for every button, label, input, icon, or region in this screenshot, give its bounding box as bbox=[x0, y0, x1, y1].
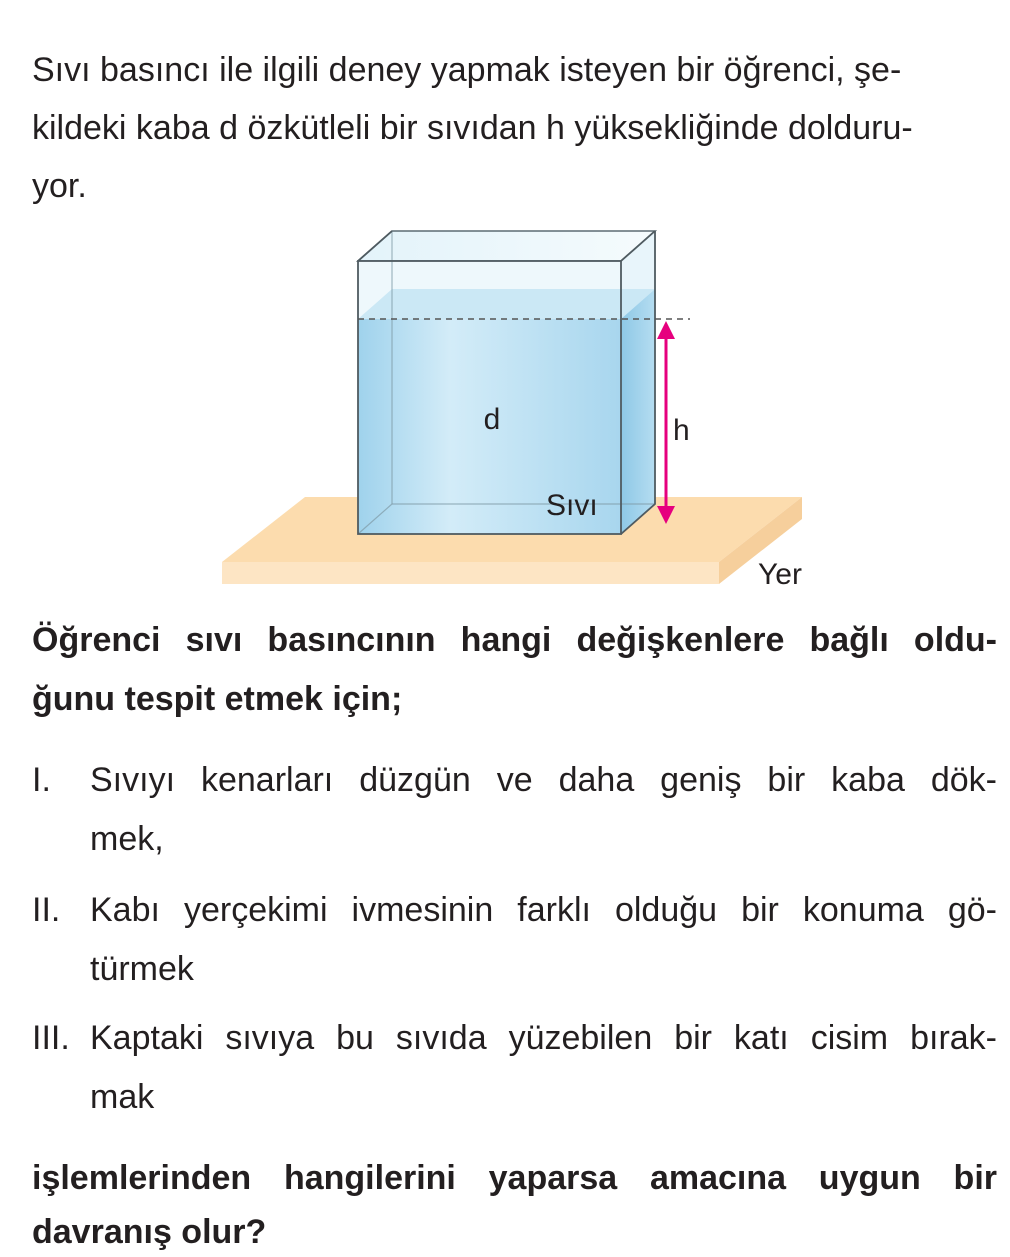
ground-label: Yer bbox=[758, 558, 802, 591]
option-numeral-3: III. bbox=[32, 1019, 70, 1057]
option-3-line-1: Kaptaki sıvıya bu sıvıda yüzebilen bir katı cisim bırak- bbox=[90, 1019, 997, 1057]
intro-line-2: kildeki kaba d özkütleli bir sıvıdan h yüksekliğinde dolduru- bbox=[32, 109, 913, 147]
question-line-2: ğunu tespit etmek için; bbox=[32, 680, 403, 718]
option-numeral-1: I. bbox=[32, 761, 51, 799]
liquid-label: Sıvı bbox=[546, 489, 598, 522]
closing-line-1: işlemlerinden hangilerini yaparsa amacına uygun bir bbox=[32, 1159, 997, 1197]
closing-line-2: davranış olur? bbox=[32, 1213, 267, 1251]
option-3-line-2: mak bbox=[90, 1078, 155, 1116]
option-1-line-1: Sıvıyı kenarları düzgün ve daha geniş bir kaba dök- bbox=[90, 761, 997, 799]
container-figure bbox=[0, 215, 1010, 595]
option-2-line-1: Kabı yerçekimi ivmesinin farklı olduğu bir konuma gö- bbox=[90, 891, 997, 929]
option-1-line-2: mek, bbox=[90, 820, 164, 858]
intro-line-1: Sıvı basıncı ile ilgili deney yapmak isteyen bir öğrenci, şe- bbox=[32, 51, 902, 89]
height-label: h bbox=[673, 414, 690, 447]
option-numeral-2: II. bbox=[32, 891, 61, 929]
intro-line-3: yor. bbox=[32, 167, 87, 205]
question-line-1: Öğrenci sıvı basıncının hangi değişkenlere bağlı oldu- bbox=[32, 621, 997, 659]
density-label: d bbox=[483, 403, 501, 436]
option-2-line-2: türmek bbox=[90, 950, 194, 988]
